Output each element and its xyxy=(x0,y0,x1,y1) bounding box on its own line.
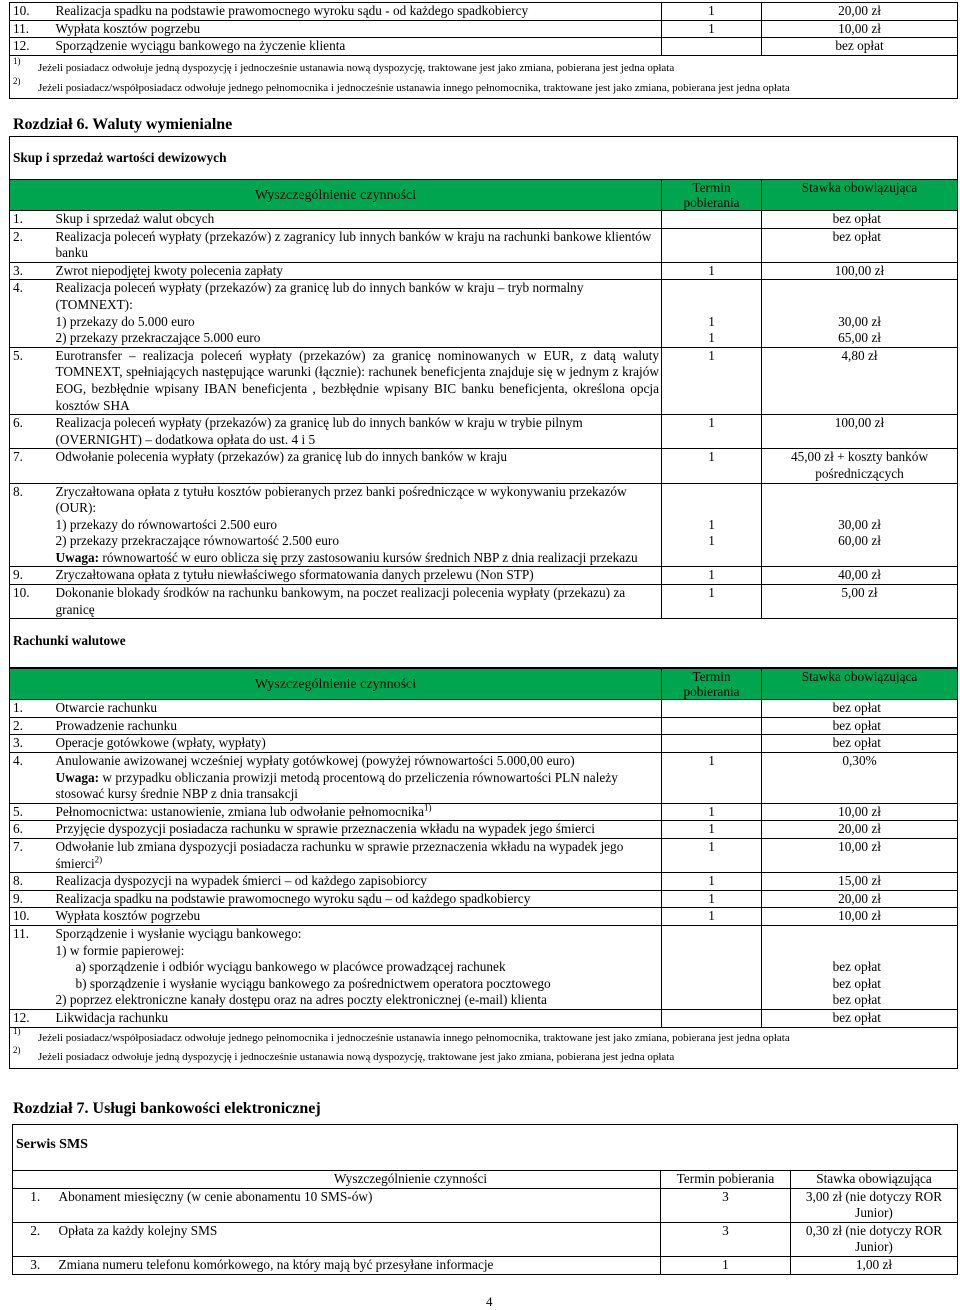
row-rate: bez opłat xyxy=(762,735,958,753)
row-description: Dokonanie blokady środków na rachunku bankowym, na poczet realizacji polecenia wypłaty (przekazu) za granicę xyxy=(54,585,662,619)
header-description: Wyszczególnienie czynności xyxy=(10,669,662,700)
row-rate: bez opłat xyxy=(762,700,958,718)
row-description: Realizacja poleceń wypłaty (przekazów) za granicę lub do innych banków w kraju w trybie pilnym (OVERNIGHT) – dodatkowa opłata do ust. 4 i 5 xyxy=(54,415,662,449)
row-description: Opłata za każdy kolejny SMS xyxy=(57,1222,661,1256)
row-rate: 45,00 zł + koszty banków pośredniczących xyxy=(762,449,958,483)
row-number: 9. xyxy=(10,567,54,585)
row-term: 1 xyxy=(662,803,762,821)
row-description: Eurotransfer – realizacja poleceń wypłaty (przekazów) za granicę nominowanych w EUR, z datą waluty TOMNEXT, spełniających następujące warunki (łącznie): rachunek beneficjenta znajduje się w jednym z krajów EOG, bezbłędnie wpisany IBAN beneficjenta , bezbłędnie wpisany BIC banku beneficjenta, określona opcja kosztów SHA xyxy=(54,347,662,414)
row-rate: bez opłat xyxy=(762,211,958,229)
row-description: Otwarcie rachunku xyxy=(54,700,662,718)
row-rate: 10,00 zł xyxy=(762,839,958,873)
table-row xyxy=(10,483,958,567)
top-table xyxy=(9,2,958,99)
table-row xyxy=(10,735,958,753)
row-description xyxy=(54,925,662,1009)
row-description: Prowadzenie rachunku xyxy=(54,717,662,735)
row-description: Sporządzenie wyciągu bankowego na życzenie klienta xyxy=(54,38,662,56)
row-rate: 10,00 zł xyxy=(762,20,958,38)
note-label: Uwaga: xyxy=(55,549,100,565)
table-row xyxy=(10,3,958,21)
row-description: Wypłata kosztów pogrzebu xyxy=(54,908,662,926)
table-row xyxy=(13,1222,958,1256)
header-rate: Stawka obowiązująca xyxy=(762,669,958,700)
subsection-box xyxy=(9,619,958,668)
row-number: 8. xyxy=(10,483,54,567)
row-description: Likwidacja rachunku xyxy=(54,1009,662,1027)
row-number: 1. xyxy=(10,700,54,718)
row-rate xyxy=(762,925,958,1009)
row-number: 8. xyxy=(10,873,54,891)
row-description: Zwrot niepodjętej kwoty polecenia zapłaty xyxy=(54,262,662,280)
footnote-mark: 1) xyxy=(13,1025,21,1036)
row-description: Odwołanie polecenia wypłaty (przekazów) za granicę lub do innych banków w kraju xyxy=(54,449,662,483)
row-description: Abonament miesięczny (w cenie abonamentu 10 SMS-ów) xyxy=(57,1188,661,1222)
row-subitem: 1) przekazy do 5.000 euro xyxy=(55,313,195,329)
row-term: 1 xyxy=(662,20,762,38)
subsection-title: Rachunki walutowe xyxy=(13,633,126,649)
rate-value: 60,00 zł xyxy=(838,533,881,549)
row-number: 11. xyxy=(10,20,54,38)
footnotes-box xyxy=(9,1025,958,1069)
row-rate: 20,00 zł xyxy=(762,3,958,21)
note-text: w przypadku obliczania prowizji metodą procentową do przeliczenia równowartości PLN należy stosować kursy średnie NBP z dnia transakcji xyxy=(55,769,618,802)
row-term: 1 xyxy=(662,3,762,21)
row-description xyxy=(54,280,662,347)
row-number: 5. xyxy=(10,803,54,821)
row-term: 1 xyxy=(662,753,762,804)
row-rate: 10,00 zł xyxy=(762,908,958,926)
subsection-box xyxy=(12,1124,958,1171)
row-term xyxy=(662,228,762,262)
table-row xyxy=(10,449,958,483)
table-row xyxy=(10,585,958,619)
row-subitem: b) sporządzenie i wysłanie wyciągu bankowego za pośrednictwem operatora pocztowego xyxy=(75,975,551,991)
row-description: Realizacja spadku na podstawie prawomocnego wyroku sądu - od każdego spadkobiercy xyxy=(54,3,662,21)
rate-value: bez opłat xyxy=(832,975,881,991)
row-term xyxy=(662,211,762,229)
table-row xyxy=(10,280,958,347)
row-description xyxy=(54,803,662,821)
row-rate: 100,00 zł xyxy=(762,415,958,449)
header-description: Wyszczególnienie czynności xyxy=(13,1171,661,1189)
table-row xyxy=(10,839,958,873)
row-number: 7. xyxy=(10,839,54,873)
row-term: 1 xyxy=(662,567,762,585)
row-subitem: 2) przekazy przekraczające 5.000 euro xyxy=(55,330,261,346)
section-title: Rozdział 7. Usługi bankowości elektronicznej xyxy=(13,1100,321,1117)
table-row xyxy=(10,908,958,926)
row-text: Pełnomocnictwa: ustanowienie, zmiana lub odwołanie pełnomocnika xyxy=(55,803,425,819)
row-description xyxy=(54,483,662,567)
table-row xyxy=(10,1009,958,1027)
footnote-text: Jeżeli posiadacz/współposiadacz odwołuje jednego pełnomocnika i jednocześnie ustanawia innego pełnomocnika, traktowane jest jako zmiana, pobierana jest jedna opłata xyxy=(38,1031,790,1044)
table-row xyxy=(10,38,958,56)
footnote-text: Jeżeli posiadacz odwołuje jedną dyspozycję i jednocześnie ustanawia nową dyspozycję, traktowane jest jako zmiana, pobierana jest jedna opłata xyxy=(38,61,675,74)
row-description: Wypłata kosztów pogrzebu xyxy=(54,20,662,38)
table-row xyxy=(10,753,958,804)
row-text: Sporządzenie i wysłanie wyciągu bankowego: xyxy=(55,925,302,941)
rate-value: 30,00 zł xyxy=(838,313,881,329)
row-rate: 100,00 zł xyxy=(762,262,958,280)
row-rate: bez opłat xyxy=(762,717,958,735)
row-number: 2. xyxy=(10,717,54,735)
row-term xyxy=(662,735,762,753)
table-row xyxy=(10,821,958,839)
row-description xyxy=(54,839,662,873)
row-term: 3 xyxy=(661,1222,791,1256)
rate-value: 65,00 zł xyxy=(838,330,881,346)
row-rate: 0,30% xyxy=(762,753,958,804)
row-term: 1 xyxy=(662,347,762,414)
row-term xyxy=(662,925,762,1009)
footnote-mark: 2) xyxy=(13,1044,21,1055)
footnote-text: Jeżeli posiadacz/współposiadacz odwołuje jednego pełnomocnika i jednocześnie ustanawia innego pełnomocnika, traktowane jest jako zmiana, pobierana jest jedna opłata xyxy=(38,81,790,94)
footnotes-box xyxy=(9,56,958,99)
row-number: 10. xyxy=(10,908,54,926)
section-title: Rozdział 6. Waluty wymienialne xyxy=(13,116,233,133)
header-term: Termin pobierania xyxy=(662,180,762,211)
rate-value: bez opłat xyxy=(832,992,881,1008)
row-rate: 5,00 zł xyxy=(762,585,958,619)
row-term: 1 xyxy=(662,415,762,449)
row-number: 2. xyxy=(10,228,54,262)
table-row xyxy=(13,1256,958,1274)
row-number: 10. xyxy=(10,585,54,619)
row-term xyxy=(662,38,762,56)
row-term: 1 xyxy=(662,839,762,873)
row-term: 1 xyxy=(662,449,762,483)
note-label: Uwaga: xyxy=(55,769,100,785)
table-header xyxy=(10,180,958,211)
row-number: 6. xyxy=(10,821,54,839)
row-subitem: 2) przekazy przekraczające równowartość 2.500 euro xyxy=(55,533,340,549)
row-description: Zmiana numeru telefonu komórkowego, na który mają być przesyłane informacje xyxy=(57,1256,661,1274)
row-term xyxy=(662,700,762,718)
table-row xyxy=(10,20,958,38)
row-number: 10. xyxy=(10,3,54,21)
row-subitem: 1) przekazy do równowartości 2.500 euro xyxy=(55,516,278,532)
row-description: Realizacja dyspozycji na wypadek śmierci – od każdego zapisobiorcy xyxy=(54,873,662,891)
row-description: Operacje gotówkowe (wpłaty, wypłaty) xyxy=(54,735,662,753)
row-rate: 20,00 zł xyxy=(762,890,958,908)
row-term: 1 xyxy=(662,873,762,891)
footnote-mark: 2) xyxy=(13,75,21,86)
row-note xyxy=(56,550,660,567)
row-rate: 40,00 zł xyxy=(762,567,958,585)
row-term: 1 xyxy=(662,890,762,908)
subsection-title: Skup i sprzedaż wartości dewizowych xyxy=(13,150,227,165)
row-term: 1 xyxy=(662,262,762,280)
row-term: 1 xyxy=(661,1256,791,1274)
section6-block xyxy=(9,136,958,1069)
row-rate: 4,80 zł xyxy=(762,347,958,414)
row-number: 5. xyxy=(10,347,54,414)
row-rate xyxy=(762,483,958,567)
row-subitem: 1) w formie papierowej: xyxy=(55,942,185,958)
rate-value: 30,00 zł xyxy=(838,516,881,532)
note-text: równowartość w euro oblicza się przy zastosowaniu kursów średnich NBP z dnia realizacji przekazu xyxy=(99,549,638,565)
footnote-mark: 1) xyxy=(13,55,21,66)
subsection-title: Serwis SMS xyxy=(16,1137,88,1152)
header-rate: Stawka obowiązująca xyxy=(791,1171,958,1189)
header-term: Termin pobierania xyxy=(662,669,762,700)
row-rate: 10,00 zł xyxy=(762,803,958,821)
row-number: 3. xyxy=(10,735,54,753)
table-row xyxy=(10,700,958,718)
row-subitem: 2) poprzez elektroniczne kanały dostępu oraz na adres poczty elektronicznej (e-mail) klienta xyxy=(55,992,547,1008)
row-number: 2. xyxy=(13,1222,57,1256)
table-row xyxy=(10,925,958,1009)
term-value: 1 xyxy=(708,313,715,329)
table-header xyxy=(13,1171,958,1189)
footnote-ref: 1) xyxy=(424,802,432,813)
header-term: Termin pobierania xyxy=(661,1171,791,1189)
table-row xyxy=(10,890,958,908)
footnote-text: Jeżeli posiadacz odwołuje jedną dyspozycję i jednocześnie ustanawia nową dyspozycję, traktowane jest jako zmiana, pobierana jest jedna opłata xyxy=(38,1050,675,1063)
row-rate: 1,00 zł xyxy=(791,1256,958,1274)
row-rate xyxy=(762,280,958,347)
row-number: 9. xyxy=(10,890,54,908)
row-term xyxy=(662,717,762,735)
table-row xyxy=(10,228,958,262)
table-row xyxy=(10,567,958,585)
header-description: Wyszczególnienie czynności xyxy=(10,180,662,211)
table-row xyxy=(10,262,958,280)
row-term: 1 xyxy=(662,585,762,619)
term-value: 1 xyxy=(708,533,715,549)
page-number: 4 xyxy=(486,1294,493,1309)
row-rate: 15,00 zł xyxy=(762,873,958,891)
row-description: Zryczałtowana opłata z tytułu niewłaściwego sformatowania danych przelewu (Non STP) xyxy=(54,567,662,585)
table-row xyxy=(10,211,958,229)
table-row xyxy=(10,717,958,735)
row-text: Realizacja poleceń wypłaty (przekazów) za granicę lub do innych banków w kraju – tryb normalny (TOMNEXT): xyxy=(55,280,584,312)
row-term xyxy=(662,483,762,567)
row-subitem: a) sporządzenie i odbiór wyciągu bankowego w placówce prowadzącej rachunek xyxy=(75,959,506,975)
row-number: 12. xyxy=(10,1009,54,1027)
term-value: 1 xyxy=(708,516,715,532)
table-header xyxy=(10,669,958,700)
row-number: 6. xyxy=(10,415,54,449)
row-term: 1 xyxy=(662,908,762,926)
footnote-ref: 2) xyxy=(94,854,103,865)
row-text: Odwołanie lub zmiana dyspozycji posiadacza rachunku w sprawie przeznaczenia wkładu na wypadek jego śmierci xyxy=(55,839,624,871)
row-term: 1 xyxy=(662,821,762,839)
subsection-box xyxy=(9,136,958,180)
table-row xyxy=(13,1188,958,1222)
row-number: 12. xyxy=(10,38,54,56)
row-rate: 0,30 zł (nie dotyczy ROR Junior) xyxy=(791,1222,958,1256)
row-description: Przyjęcie dyspozycji posiadacza rachunku w sprawie przeznaczenia wkładu na wypadek jego śmierci xyxy=(54,821,662,839)
term-value: 1 xyxy=(708,330,715,346)
row-description: Skup i sprzedaż walut obcych xyxy=(54,211,662,229)
row-term xyxy=(662,1009,762,1027)
row-number: 3. xyxy=(13,1256,57,1274)
row-rate: bez opłat xyxy=(762,228,958,262)
table-row xyxy=(10,873,958,891)
row-text: Anulowanie awizowanej wcześniej wypłaty gotówkowej (powyżej równowartości 5.000,00 euro) xyxy=(55,753,575,769)
row-number: 1. xyxy=(10,211,54,229)
row-term: 3 xyxy=(661,1188,791,1222)
row-rate: 20,00 zł xyxy=(762,821,958,839)
row-description: Realizacja poleceń wypłaty (przekazów) z zagranicy lub innych banków w kraju na rachunki bankowe klientów banku xyxy=(54,228,662,262)
row-text: Zryczałtowana opłata z tytułu kosztów pobieranych przez banki pośredniczące w wykonywaniu przekazów (OUR): xyxy=(55,483,627,516)
header-rate: Stawka obowiązująca xyxy=(762,180,958,211)
row-number: 7. xyxy=(10,449,54,483)
row-description: Realizacja spadku na podstawie prawomocnego wyroku sądu – od każdego spadkobiercy xyxy=(54,890,662,908)
section7-block xyxy=(12,1124,958,1275)
row-rate: bez opłat xyxy=(762,1009,958,1027)
table-row xyxy=(10,415,958,449)
table-row xyxy=(10,803,958,821)
row-note xyxy=(56,770,660,803)
row-rate: bez opłat xyxy=(762,38,958,56)
table-row xyxy=(10,347,958,414)
row-term xyxy=(662,280,762,347)
row-number: 1. xyxy=(13,1188,57,1222)
row-number: 4. xyxy=(10,280,54,347)
row-number: 3. xyxy=(10,262,54,280)
row-number: 11. xyxy=(10,925,54,1009)
row-description xyxy=(54,753,662,804)
row-number: 4. xyxy=(10,753,54,804)
rate-value: bez opłat xyxy=(832,959,881,975)
row-rate: 3,00 zł (nie dotyczy ROR Junior) xyxy=(791,1188,958,1222)
